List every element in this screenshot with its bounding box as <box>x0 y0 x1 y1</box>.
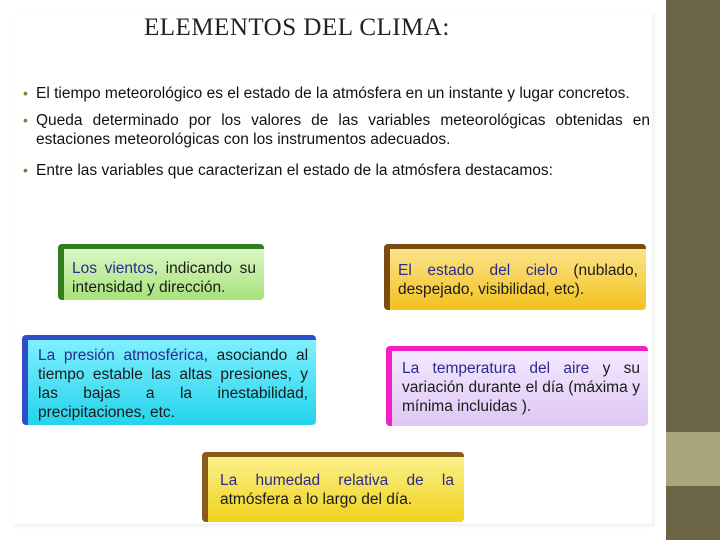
bullet-text: El tiempo meteorológico es el estado de la atmósfera en un instante y lugar concretos. <box>36 85 630 102</box>
variable-description: y su variación durante el día (máxima y mínima incluidas ). <box>402 360 640 415</box>
variable-name: La humedad relativa de la <box>220 472 454 489</box>
decorative-side-bar-bottom <box>666 486 720 540</box>
variable-box-temperatura <box>386 346 648 426</box>
variable-box-vientos <box>58 244 264 300</box>
variable-description: atmósfera a lo largo del día. <box>220 491 413 508</box>
variable-description: , indicando su intensidad y dirección. <box>72 260 256 296</box>
decorative-side-bar-top <box>666 0 720 432</box>
bullet-item <box>20 111 650 149</box>
bullet-text: Entre las variables que caracterizan el estado de la atmósfera destacamos: <box>36 162 553 179</box>
variable-box-presion <box>22 335 316 425</box>
bullet-icon: • <box>23 162 28 178</box>
bullet-text: Queda determinado por los valores de las variables meteorológicas obtenidas en estaciones meteorológicas con los instrumentos adecuados. <box>36 112 650 148</box>
bullet-item <box>20 84 650 103</box>
variable-name: La presión atmosférica, <box>38 347 208 364</box>
bullet-item <box>20 161 650 180</box>
slide-canvas <box>12 12 652 524</box>
variable-name: La temperatura del aire <box>402 360 590 377</box>
bullet-icon: • <box>23 85 28 101</box>
variable-name: Los vientos <box>72 260 154 277</box>
variable-description: asociando al tiempo estable las altas presiones, y las bajas a la inestabilidad, precipitaciones, etc. <box>38 347 309 421</box>
slide-title: ELEMENTOS DEL CLIMA: <box>144 14 450 38</box>
variable-box-cielo <box>384 244 646 310</box>
variable-box-humedad <box>202 452 464 522</box>
decorative-side-bar-middle <box>666 432 720 486</box>
bullet-icon: • <box>23 112 28 128</box>
variable-description: (nublado, despejado, visibilidad, etc). <box>398 262 638 298</box>
bullet-list <box>20 84 650 188</box>
variable-name: El estado del cielo <box>398 262 558 279</box>
